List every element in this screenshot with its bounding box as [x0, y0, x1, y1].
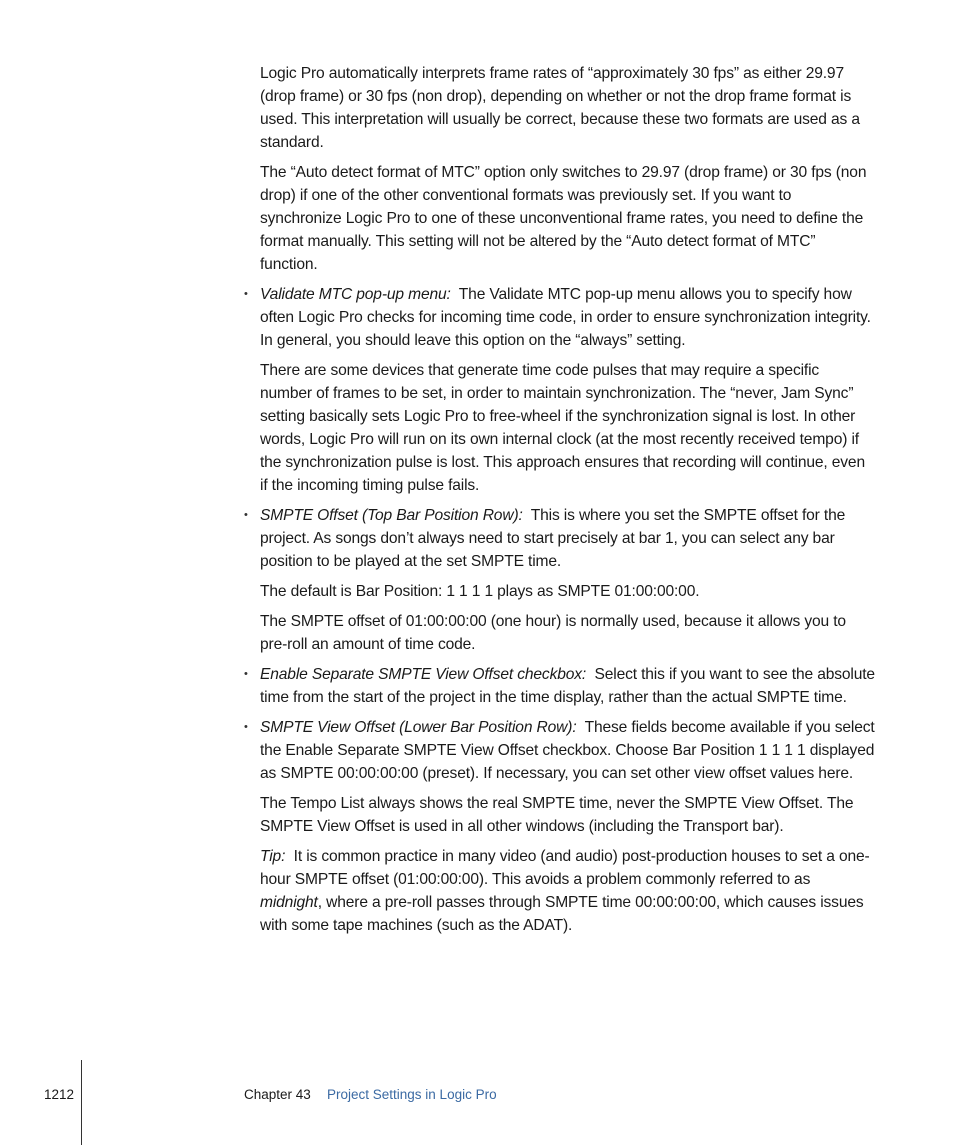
paragraph-jam-sync: There are some devices that generate time code pulses that may require a specific number of frames to be set, in order to maintain synchronization. The “never, Jam Sync” setting basically sets Logic Pro to free-wheel if the synchronization signal is lost. In other words, Logic Pro will run on its own internal clock (at the most recently received tempo) if the synchronization pulse is lost. This approach ensures that recording will continue, even if the incoming timing pulse fails. — [260, 362, 865, 494]
bullet-enable-view-offset — [260, 663, 875, 709]
term-smpte-offset: SMPTE Offset (Top Bar Position Row): — [260, 507, 523, 524]
page-body — [260, 62, 875, 944]
chapter-title-link[interactable]: Project Settings in Logic Pro — [327, 1087, 497, 1102]
tip-text-1: It is common practice in many video (and audio) post-production houses to set a one-hour SMPTE offset (01:00:00:00). This avoids a problem commonly referred to as — [260, 848, 870, 888]
paragraph-tempo-list: The Tempo List always shows the real SMPTE time, never the SMPTE View Offset. The SMPTE View Offset is used in all other windows (including the Transport bar). — [260, 795, 854, 835]
tip-label: Tip: — [260, 848, 286, 865]
text-smpte-offset: This is where you set the SMPTE offset for the project. As songs don’t always need to start precisely at bar 1, you can select any bar position to be played at the set SMPTE time. — [260, 507, 846, 570]
term-smpte-view-offset: SMPTE View Offset (Lower Bar Position Row): — [260, 719, 577, 736]
paragraph-tip — [260, 845, 875, 937]
term-enable-view-offset: Enable Separate SMPTE View Offset checkbox: — [260, 666, 587, 683]
tip-text-2: , where a pre-roll passes through SMPTE time 00:00:00:00, which causes issues with some tape machines (such as the ADAT). — [260, 894, 864, 934]
text-validate-mtc: The Validate MTC pop-up menu allows you to specify how often Logic Pro checks for incoming time code, in order to ensure synchronization integrity. In general, you should leave this option on the “always” setting. — [260, 286, 871, 349]
page-number: 1212 — [44, 1087, 75, 1102]
bullet-validate-mtc — [260, 283, 875, 352]
bullet-smpte-view-offset — [260, 716, 875, 785]
paragraph-auto-detect: The “Auto detect format of MTC” option only switches to 29.97 (drop frame) or 30 fps (non drop) if one of the other conventional formats was previously set. If you want to synchronize Logic Pro to one of these unconventional frame rates, you need to define the format manually. This setting will not be altered by the “Auto detect format of MTC” function. — [260, 164, 867, 273]
paragraph-default-bar: The default is Bar Position: 1 1 1 1 plays as SMPTE 01:00:00:00. — [260, 583, 700, 600]
bullet-smpte-offset — [260, 504, 875, 573]
page-footer — [0, 1087, 954, 1107]
tip-emphasis: midnight — [260, 894, 318, 911]
paragraph-one-hour: The SMPTE offset of 01:00:00:00 (one hour) is normally used, because it allows you to pre-roll an amount of time code. — [260, 613, 846, 653]
text-smpte-view-offset: These fields become available if you select the Enable Separate SMPTE View Offset checkbox. Choose Bar Position 1 1 1 1 displayed as SMPTE 00:00:00:00 (preset). If necessary, you can set other view offset values here. — [260, 719, 875, 782]
term-validate-mtc: Validate MTC pop-up menu: — [260, 286, 451, 303]
paragraph-frame-rate: Logic Pro automatically interprets frame rates of “approximately 30 fps” as either 29.97 (drop frame) or 30 fps (non drop), depending on whether or not the drop frame format is used. This interpretation will usually be correct, because these two formats are used as a standard. — [260, 65, 860, 151]
chapter-label: Chapter 43 — [244, 1087, 311, 1102]
text-enable-view-offset: Select this if you want to see the absolute time from the start of the project in the time display, rather than the actual SMPTE time. — [260, 666, 875, 706]
